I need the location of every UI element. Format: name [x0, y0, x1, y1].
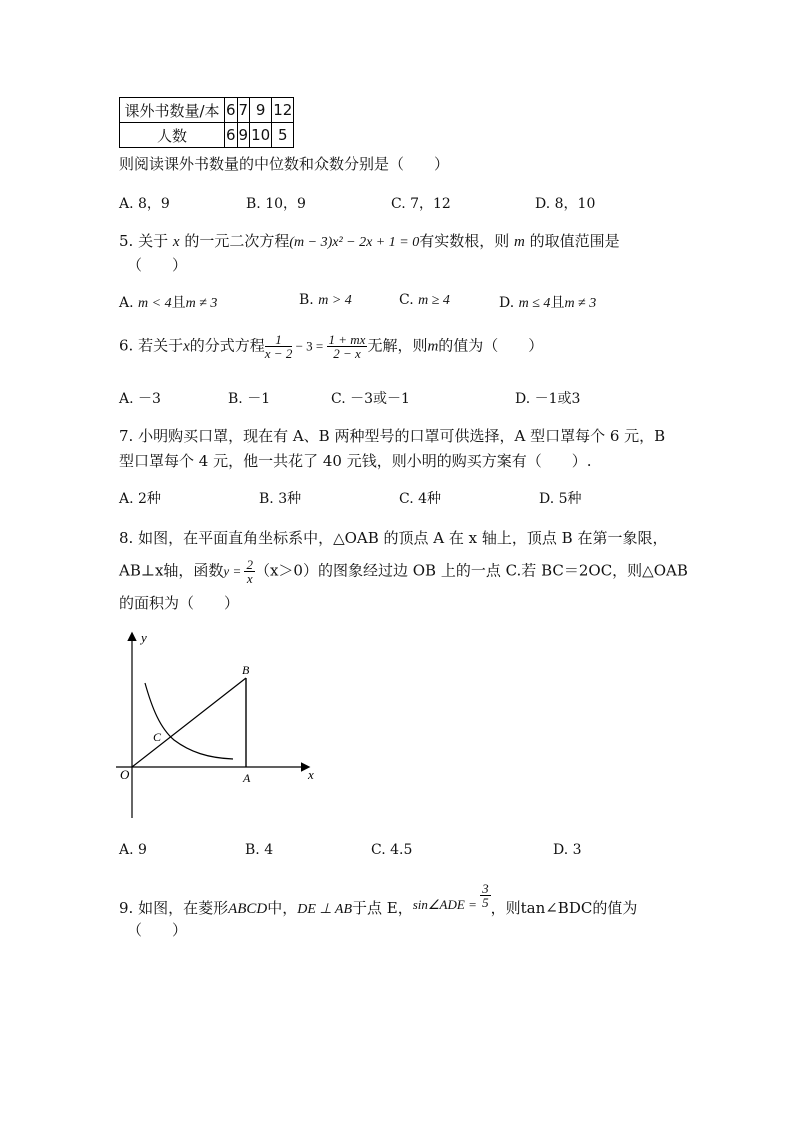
q5-option-b: B. m > 4: [299, 292, 352, 308]
table-cell: 9: [237, 123, 250, 148]
q4-option-c: C. 7，12: [391, 196, 451, 212]
table-cell: 6: [225, 123, 238, 148]
table-cell: 5: [272, 123, 294, 148]
q5-option-c: C. m ≥ 4: [399, 292, 450, 308]
segment-ob: [132, 678, 246, 767]
q5-question: 5. 关于 x 的一元二次方程(m − 3)x² − 2x + 1 = 0有实数根，则 m 的取值范围是: [119, 232, 620, 250]
q8-line-1: 8. 如图，在平面直角坐标系中，△OAB 的顶点 A 在 x 轴上，顶点 B 在第一象限，: [119, 529, 668, 547]
q7-line-1: 7. 小明购买口罩，现在有 A、B 两种型号的口罩可供选择，A 型口罩每个 6 元，B: [119, 427, 666, 445]
table-cell: 12: [272, 98, 294, 123]
q7-option-a: A. 2种: [119, 491, 161, 507]
q7-line-2: 型口罩每个 4 元，他一共花了 40 元钱，则小明的购买方案有（ ）.: [119, 452, 592, 470]
table-row-label: 人数: [120, 123, 225, 148]
q8-option-a: A. 9: [119, 842, 147, 858]
q4-option-d: D. 8，10: [535, 196, 596, 212]
q5-option-a: A. m < 4且m ≠ 3: [119, 295, 218, 311]
label-c: C: [153, 730, 162, 744]
table-cell: 10: [250, 123, 272, 148]
table-cell: 7: [237, 98, 250, 123]
q7-option-c: C. 4种: [399, 491, 442, 507]
q8-line-2: AB⊥x轴，函数y = $\frac{2}{x}$ （x＞0）的图象经过边 OB 上的一点 C.若 BC＝2OC，则△OAB: [119, 557, 688, 586]
book-count-table: [119, 97, 294, 148]
hyperbola-curve: [145, 683, 233, 759]
q9-fraction: $\frac{3}{5}$: [482, 881, 489, 910]
q6-option-d: D. －1或3: [515, 391, 581, 407]
table-cell: 9: [250, 98, 272, 123]
q8-option-d: D. 3: [553, 842, 582, 858]
q8-fraction: $\frac{2}{x}$: [246, 557, 253, 586]
label-y: y: [141, 630, 147, 645]
q7-option-d: D. 5种: [539, 491, 582, 507]
label-b: B: [242, 663, 250, 677]
q6-fraction-1: $\frac{1}{x - 2}$: [264, 332, 293, 361]
label-a: A: [243, 771, 251, 785]
q4-question: 则阅读课外书数量的中位数和众数分别是（ ）: [119, 155, 450, 173]
label-o: O: [120, 767, 130, 782]
table-row: [120, 123, 294, 148]
q9-answer-paren: （ ）: [127, 921, 188, 939]
q5-option-d: D. m ≤ 4且m ≠ 3: [499, 295, 597, 311]
q5-equation: (m − 3)x² − 2x + 1 = 0: [289, 235, 420, 250]
q4-option-b: B. 10，9: [246, 196, 306, 212]
q8-option-c: C. 4.5: [371, 842, 413, 858]
table-row: [120, 98, 294, 123]
q5-answer-paren: （ ）: [127, 256, 188, 274]
q8-option-b: B. 4: [245, 842, 274, 858]
q4-option-a: A. 8，9: [119, 196, 170, 212]
q6-question: 6. 若关于x的分式方程 $\frac{1}{x - 2}$ − 3 = $\frac{1 + mx}{2 - x}$ 无解，则m的值为（ ）: [119, 332, 544, 361]
q8-figure: [112, 628, 332, 818]
table-cell: 6: [225, 98, 238, 123]
q6-option-c: C. －3或－1: [331, 391, 410, 407]
label-x: x: [308, 767, 314, 782]
q9-question: 9. 如图，在菱形ABCD中，DE ⊥ AB于点 E，sin∠ADE = $\frac{3}{5}$ ，则tan∠BDC的值为: [119, 881, 638, 917]
q6-fraction-2: $\frac{1 + mx}{2 - x}$: [328, 332, 366, 361]
q6-option-b: B. －1: [228, 391, 271, 407]
q8-line-3: 的面积为（ ）: [119, 594, 240, 612]
q6-option-a: A. －3: [119, 391, 161, 407]
q7-option-b: B. 3种: [259, 491, 302, 507]
table-header-label: 课外书数量/本: [120, 98, 225, 123]
